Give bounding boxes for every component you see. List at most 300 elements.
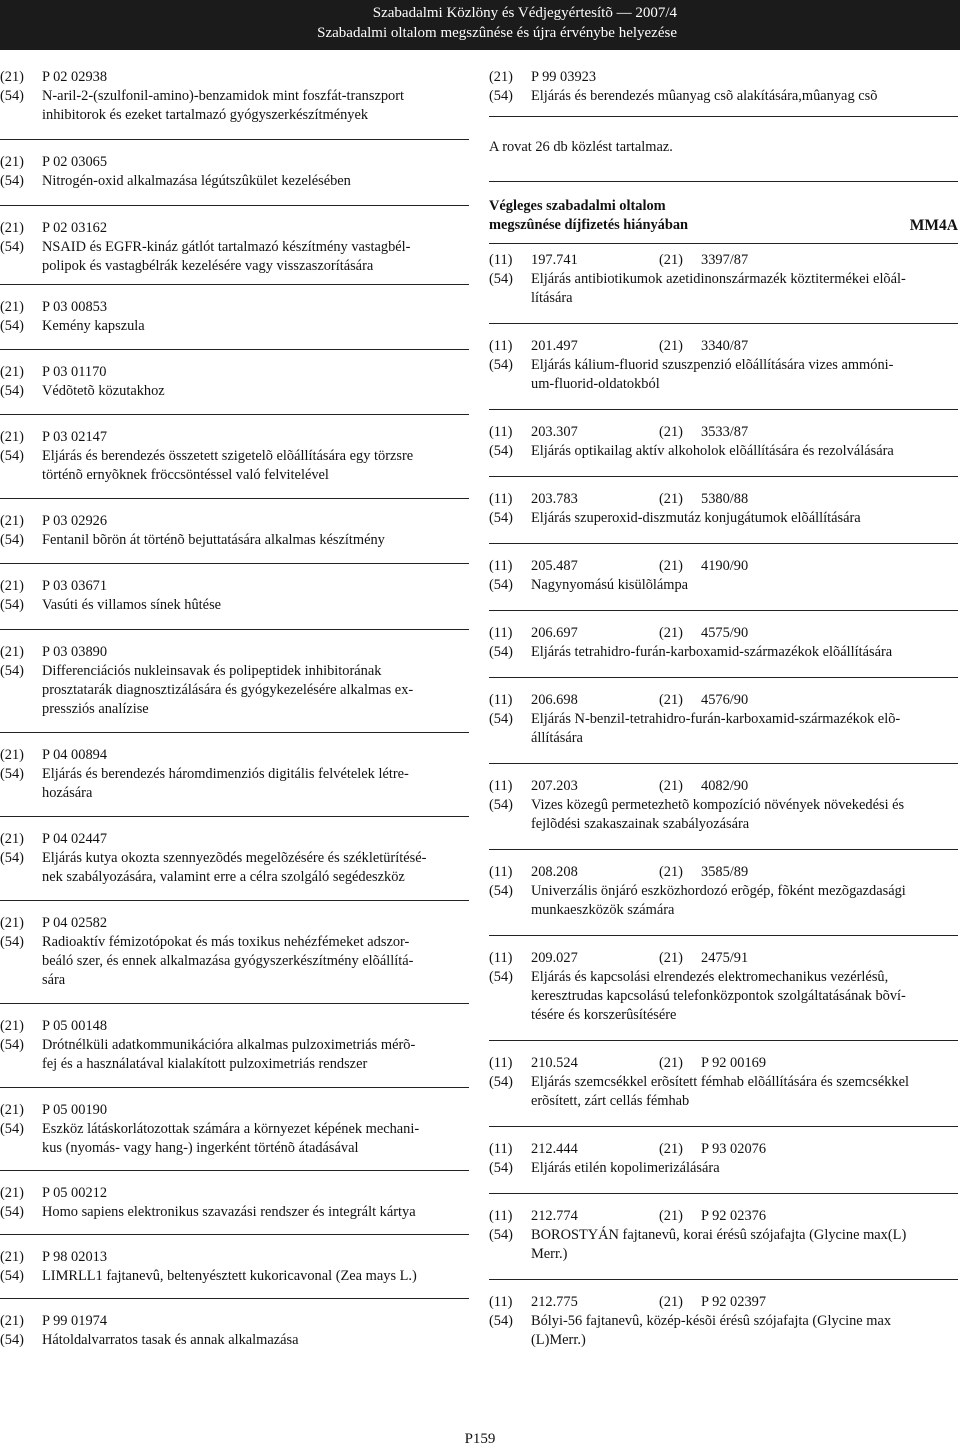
application-number: 4190/90 <box>701 558 749 574</box>
registration-number: 210.524 <box>531 1055 578 1071</box>
registration-number: 206.697 <box>531 625 578 641</box>
title-continuation: tésére és korszerûsítésére <box>531 1007 677 1023</box>
title-line <box>0 662 469 681</box>
application-number: P 92 02376 <box>701 1208 767 1224</box>
title-line <box>489 1312 958 1331</box>
application-number: 3585/89 <box>701 864 749 880</box>
title-continuation: pressziós analízise <box>42 701 149 717</box>
lapse-entry <box>489 949 958 1025</box>
patent-entry <box>0 746 469 803</box>
registration-number: 207.203 <box>531 778 578 794</box>
field-code: (21) <box>659 1055 683 1071</box>
title-continuation: hozására <box>42 785 93 801</box>
application-number-line <box>0 830 469 849</box>
field-code: (54) <box>0 1037 24 1053</box>
lapse-entry <box>489 863 958 920</box>
title-continuation: keresztrudas kapcsolású telefonközpontok szolgáltatásának bõví- <box>531 988 906 1004</box>
registration-number: 208.208 <box>531 864 578 880</box>
field-text: Nitrogén-oxid alkalmazása légútszûkület kezelésében <box>42 173 351 189</box>
patent-entry <box>0 68 469 125</box>
divider <box>489 1126 958 1127</box>
field-code: (21) <box>0 1185 24 1201</box>
field-code: (21) <box>659 778 683 794</box>
field-code: (54) <box>489 510 513 526</box>
divider <box>489 243 958 244</box>
divider <box>489 1040 958 1041</box>
registration-line <box>489 490 958 509</box>
patent-entry <box>0 914 469 990</box>
field-text: Hátoldalvarratos tasak és annak alkalmazása <box>42 1332 299 1348</box>
field-code: (21) <box>0 154 24 170</box>
entry-count-note: A rovat 26 db közlést tartalmaz. <box>489 139 673 155</box>
field-code: (54) <box>0 239 24 255</box>
registration-number: 212.774 <box>531 1208 578 1224</box>
divider <box>489 323 958 324</box>
title-continuation: erõsített, zárt cellás fémhab <box>531 1093 690 1109</box>
registration-line <box>489 1207 958 1226</box>
lapse-entry <box>489 423 958 461</box>
patent-entry <box>0 830 469 887</box>
field-code: (54) <box>489 1227 513 1243</box>
patent-entry <box>0 1017 469 1074</box>
field-code: (21) <box>659 1141 683 1157</box>
divider <box>489 849 958 850</box>
application-number-line <box>0 577 469 596</box>
field-code: (54) <box>0 766 24 782</box>
title-line <box>0 1331 469 1350</box>
field-code: (11) <box>489 1141 513 1157</box>
registration-line <box>489 1293 958 1312</box>
field-code: (21) <box>0 747 24 763</box>
field-code: (54) <box>0 1121 24 1137</box>
application-number-line <box>0 746 469 765</box>
title-line <box>489 710 958 729</box>
field-code: (21) <box>0 1249 24 1265</box>
patent-entry <box>0 428 469 485</box>
field-text: P 02 03162 <box>42 220 108 236</box>
field-text: P 99 03923 <box>531 69 597 85</box>
lapse-entry <box>489 1293 958 1350</box>
application-number: P 92 02397 <box>701 1294 767 1310</box>
field-code: (54) <box>0 850 24 866</box>
field-code: (21) <box>659 950 683 966</box>
field-code: (21) <box>659 1208 683 1224</box>
field-code: (11) <box>489 1208 513 1224</box>
patent-entry <box>0 1248 469 1286</box>
field-text: P 05 00148 <box>42 1018 108 1034</box>
title-continuation: prosztatarák diagnosztizálására és gyógykezelésére alkalmas ex- <box>42 682 414 698</box>
title-continuation: beáló szer, és ennek alkalmazása gyógyszerkészítmény elõállítá- <box>42 953 414 969</box>
application-number-line <box>0 1184 469 1203</box>
divider <box>0 629 469 630</box>
application-number-line <box>0 1248 469 1267</box>
field-code: (21) <box>659 864 683 880</box>
application-number: P 93 02076 <box>701 1141 767 1157</box>
field-code: (54) <box>489 1074 513 1090</box>
patent-entry <box>489 68 958 106</box>
field-text: Univerzális önjáró eszközhordozó erõgép, fõként mezõgazdasági <box>531 883 906 899</box>
divider <box>489 543 958 544</box>
lapse-entry <box>489 777 958 834</box>
divider <box>0 1234 469 1235</box>
title-line <box>0 317 469 336</box>
application-number-line <box>0 428 469 447</box>
field-code: (54) <box>0 532 24 548</box>
field-text: BOROSTYÁN fajtanevû, korai érésû szójafajta (Glycine max(L) <box>531 1227 907 1243</box>
field-text: P 04 00894 <box>42 747 108 763</box>
divider <box>0 349 469 350</box>
field-text: Eljárás optikailag aktív alkoholok elõállítására és rezolválására <box>531 443 894 459</box>
application-number-line <box>489 68 958 87</box>
divider <box>0 900 469 901</box>
divider <box>0 498 469 499</box>
field-code: (54) <box>489 644 513 660</box>
divider <box>0 1298 469 1299</box>
field-text: P 03 00853 <box>42 299 108 315</box>
registration-line <box>489 777 958 796</box>
field-code: (54) <box>0 1332 24 1348</box>
registration-line <box>489 557 958 576</box>
field-code: (54) <box>0 318 24 334</box>
lapse-section-heading <box>489 197 958 235</box>
field-code: (21) <box>0 220 24 236</box>
patent-entry <box>0 219 469 276</box>
patent-entry <box>0 1101 469 1158</box>
field-code: (54) <box>489 711 513 727</box>
title-line <box>489 1159 958 1178</box>
field-code: (54) <box>0 1204 24 1220</box>
title-line <box>0 531 469 550</box>
registration-line <box>489 863 958 882</box>
registration-number: 203.783 <box>531 491 578 507</box>
section-code: MM4A <box>909 217 958 234</box>
field-code: (11) <box>489 1055 513 1071</box>
field-code: (54) <box>489 797 513 813</box>
registration-line <box>489 251 958 270</box>
field-text: P 03 01170 <box>42 364 107 380</box>
registration-number: 212.444 <box>531 1141 578 1157</box>
application-number-line <box>0 643 469 662</box>
field-code: (21) <box>0 513 24 529</box>
field-code: (21) <box>0 831 24 847</box>
section-heading-line1: Végleges szabadalmi oltalom <box>489 198 666 214</box>
divider <box>0 732 469 733</box>
section-heading-line2: megszûnése díjfizetés hiányában <box>489 217 689 233</box>
field-text: Radioaktív fémizotópokat és más toxikus nehézfémeket adszor- <box>42 934 410 950</box>
application-number: 4082/90 <box>701 778 749 794</box>
divider <box>489 181 958 182</box>
title-line <box>489 882 958 901</box>
field-text: Eljárás etilén kopolimerizálására <box>531 1160 720 1176</box>
field-code: (21) <box>659 338 683 354</box>
divider <box>489 763 958 764</box>
patent-entry <box>0 1184 469 1222</box>
title-line <box>489 1073 958 1092</box>
field-text: P 02 02938 <box>42 69 108 85</box>
lapse-entry <box>489 490 958 528</box>
application-number-line <box>0 298 469 317</box>
field-text: P 04 02582 <box>42 915 108 931</box>
field-text: Kemény kapszula <box>42 318 145 334</box>
field-text: Vizes közegû permetezhetõ kompozíció növények növekedési és <box>531 797 905 813</box>
title-continuation: lítására <box>531 290 573 306</box>
field-code: (54) <box>489 883 513 899</box>
field-code: (54) <box>489 88 513 104</box>
title-line <box>0 765 469 784</box>
registration-line <box>489 337 958 356</box>
field-text: Védõtetõ közutakhoz <box>42 383 165 399</box>
registration-number: 205.487 <box>531 558 578 574</box>
divider <box>0 284 469 285</box>
section-title: Szabadalmi oltalom megszûnése és újra érvénybe helyezése <box>317 25 677 41</box>
field-code: (54) <box>0 663 24 679</box>
application-number-line <box>0 68 469 87</box>
field-text: Differenciációs nukleinsavak és polipeptidek inhibitorának <box>42 663 382 679</box>
field-code: (11) <box>489 692 513 708</box>
application-number-line <box>0 219 469 238</box>
title-continuation: történõ ernyõknek fröccsöntéssel való felvitelével <box>42 467 329 483</box>
field-code: (21) <box>659 491 683 507</box>
title-continuation: polipok és vastagbélrák kezelésére vagy visszaszorítására <box>42 258 374 274</box>
title-line <box>489 442 958 461</box>
field-code: (21) <box>0 915 24 931</box>
field-text: P 03 03671 <box>42 578 108 594</box>
patent-entry <box>0 298 469 336</box>
lapse-entry <box>489 251 958 308</box>
field-code: (11) <box>489 338 513 354</box>
patent-entry <box>0 643 469 719</box>
title-continuation: Merr.) <box>531 1246 568 1262</box>
field-text: Drótnélküli adatkommunikációra alkalmas pulzoximetriás mérõ- <box>42 1037 416 1053</box>
patent-entry <box>0 153 469 191</box>
field-text: Fentanil bõrön át történõ bejuttatására alkalmas készítmény <box>42 532 385 548</box>
divider <box>489 610 958 611</box>
application-number: 4576/90 <box>701 692 749 708</box>
field-code: (11) <box>489 1294 513 1310</box>
patent-entry <box>0 577 469 615</box>
title-continuation: munkaeszközök számára <box>531 902 675 918</box>
application-number: P 92 00169 <box>701 1055 767 1071</box>
field-code: (21) <box>0 644 24 660</box>
field-code: (54) <box>489 1160 513 1176</box>
title-line <box>0 849 469 868</box>
field-code: (11) <box>489 778 513 794</box>
title-line <box>0 933 469 952</box>
title-continuation: állítására <box>531 730 583 746</box>
field-text: Nagynyomású kisülõlámpa <box>531 577 689 593</box>
title-line <box>489 1226 958 1245</box>
journal-title: Szabadalmi Közlöny és Védjegyértesítõ — 2007/4 <box>372 5 677 21</box>
field-code: (54) <box>489 1313 513 1329</box>
field-code: (21) <box>0 578 24 594</box>
divider <box>0 1087 469 1088</box>
field-text: Eljárás szemcsékkel erõsített fémhab elõállítására és szemcsékkel <box>531 1074 909 1090</box>
divider <box>0 205 469 206</box>
registration-line <box>489 423 958 442</box>
application-number-line <box>0 914 469 933</box>
title-line <box>489 796 958 815</box>
application-number-line <box>0 512 469 531</box>
field-text: Eljárás és kapcsolási elrendezés elektromechanikus vezérlésû, <box>531 969 889 985</box>
field-code: (21) <box>0 364 24 380</box>
field-code: (54) <box>489 271 513 287</box>
registration-number: 206.698 <box>531 692 578 708</box>
lapse-entry <box>489 557 958 595</box>
title-continuation: kus (nyomás- vagy hang-) ingerként történõ átadásával <box>42 1140 359 1156</box>
title-line <box>489 576 958 595</box>
field-text: Eljárás szuperoxid-diszmutáz konjugátumok elõállítására <box>531 510 861 526</box>
title-continuation: fejlõdési szakaszainak szabályozására <box>531 816 750 832</box>
lapse-entry <box>489 624 958 662</box>
field-code: (54) <box>0 934 24 950</box>
field-text: P 05 00190 <box>42 1102 108 1118</box>
registration-line <box>489 691 958 710</box>
lapse-entry <box>489 1054 958 1111</box>
registration-number: 209.027 <box>531 950 578 966</box>
divider <box>489 935 958 936</box>
field-code: (54) <box>489 577 513 593</box>
title-continuation: (L)Merr.) <box>531 1332 586 1348</box>
title-line <box>0 238 469 257</box>
title-continuation: nek szabályozására, valamint erre a célra szolgáló segédeszköz <box>42 869 405 885</box>
page-number: P159 <box>464 1431 496 1447</box>
field-code: (11) <box>489 625 513 641</box>
field-text: P 03 03890 <box>42 644 108 660</box>
page-header <box>0 0 960 50</box>
title-line <box>0 172 469 191</box>
divider <box>489 1279 958 1280</box>
application-number-line <box>0 153 469 172</box>
patent-entry <box>0 1312 469 1350</box>
application-number: 3340/87 <box>701 338 749 354</box>
field-code: (21) <box>659 558 683 574</box>
field-text: Eljárás tetrahidro-furán-karboxamid-származékok elõállítására <box>531 644 893 660</box>
field-code: (21) <box>489 69 513 85</box>
field-code: (11) <box>489 252 513 268</box>
registration-number: 212.775 <box>531 1294 578 1310</box>
lapse-entry <box>489 1207 958 1264</box>
field-code: (11) <box>489 558 513 574</box>
application-number: 3533/87 <box>701 424 749 440</box>
application-number-line <box>0 1017 469 1036</box>
title-line <box>489 643 958 662</box>
registration-line <box>489 624 958 643</box>
field-text: P 05 00212 <box>42 1185 108 1201</box>
field-text: NSAID és EGFR-kináz gátlót tartalmazó készítmény vastagbél- <box>42 239 411 255</box>
field-text: P 03 02147 <box>42 429 108 445</box>
field-code: (54) <box>0 1268 24 1284</box>
field-text: P 98 02013 <box>42 1249 108 1265</box>
title-line <box>489 87 958 106</box>
title-line <box>489 968 958 987</box>
field-text: Eljárás és berendezés összetett szigetelõ elõállítására egy törzsre <box>42 448 414 464</box>
field-text: P 04 02447 <box>42 831 108 847</box>
registration-number: 201.497 <box>531 338 578 354</box>
field-text: N-aril-2-(szulfonil-amino)-benzamidok mint foszfát-transzport <box>42 88 405 104</box>
title-continuation: inhibitorok és ezeket tartalmazó gyógyszerkészítmények <box>42 107 369 123</box>
field-text: Homo sapiens elektronikus szavazási rendszer és integrált kártya <box>42 1204 416 1220</box>
field-text: Eljárás kálium-fluorid szuszpenzió elõállítására vizes ammóni- <box>531 357 894 373</box>
field-code: (21) <box>0 1102 24 1118</box>
title-line <box>0 1120 469 1139</box>
title-line <box>0 87 469 106</box>
title-line <box>0 596 469 615</box>
registration-number: 203.307 <box>531 424 578 440</box>
title-line <box>0 1036 469 1055</box>
divider <box>489 1193 958 1194</box>
divider <box>489 409 958 410</box>
field-text: Vasúti és villamos sínek hûtése <box>42 597 222 613</box>
field-text: Eljárás antibiotikumok azetidinonszármazék köztitermékei elõál- <box>531 271 906 287</box>
divider <box>0 414 469 415</box>
patent-entry <box>0 363 469 401</box>
application-number-line <box>0 1101 469 1120</box>
field-code: (21) <box>0 429 24 445</box>
field-code: (11) <box>489 491 513 507</box>
field-code: (54) <box>0 173 24 189</box>
divider <box>0 816 469 817</box>
application-number-line <box>0 1312 469 1331</box>
divider <box>0 1003 469 1004</box>
title-line <box>489 509 958 528</box>
field-code: (21) <box>659 625 683 641</box>
registration-number: 197.741 <box>531 252 578 268</box>
field-code: (11) <box>489 950 513 966</box>
field-code: (54) <box>0 597 24 613</box>
registration-line <box>489 1140 958 1159</box>
title-continuation: um-fluorid-oldatokból <box>531 376 660 392</box>
field-code: (21) <box>659 252 683 268</box>
divider <box>489 116 958 117</box>
field-code: (21) <box>659 424 683 440</box>
field-text: Eljárás és berendezés mûanyag csõ alakítására,mûanyag csõ <box>531 88 878 104</box>
title-line <box>0 447 469 466</box>
divider <box>0 563 469 564</box>
lapse-entry <box>489 337 958 394</box>
field-text: LIMRLL1 fajtanevû, beltenyésztett kukoricavonal (Zea mays L.) <box>42 1268 417 1284</box>
field-text: Eszköz látáskorlátozottak számára a környezet képének mechani- <box>42 1121 420 1137</box>
field-text: P 03 02926 <box>42 513 108 529</box>
right-column <box>489 68 958 1350</box>
application-number-line <box>0 363 469 382</box>
field-code: (21) <box>0 1313 24 1329</box>
title-continuation: sára <box>42 972 66 988</box>
field-text: Eljárás kutya okozta szennyezõdés megelõzésére és székletürítésé- <box>42 850 427 866</box>
field-code: (54) <box>0 88 24 104</box>
divider <box>489 677 958 678</box>
title-line <box>0 382 469 401</box>
registration-line <box>489 949 958 968</box>
field-code: (21) <box>659 1294 683 1310</box>
title-line <box>489 356 958 375</box>
title-continuation: fej és a használatával kialakított pulzoximetriás rendszer <box>42 1056 368 1072</box>
application-number: 3397/87 <box>701 252 749 268</box>
application-number: 2475/91 <box>701 950 749 966</box>
field-code: (54) <box>0 383 24 399</box>
left-column <box>0 68 469 1350</box>
title-line <box>489 270 958 289</box>
field-code: (54) <box>489 357 513 373</box>
field-code: (54) <box>489 969 513 985</box>
divider <box>0 139 469 140</box>
application-number: 4575/90 <box>701 625 749 641</box>
title-line <box>0 1203 469 1222</box>
title-line <box>0 1267 469 1286</box>
field-code: (11) <box>489 864 513 880</box>
field-text: P 99 01974 <box>42 1313 108 1329</box>
patent-entry <box>0 512 469 550</box>
lapse-entry <box>489 1140 958 1178</box>
